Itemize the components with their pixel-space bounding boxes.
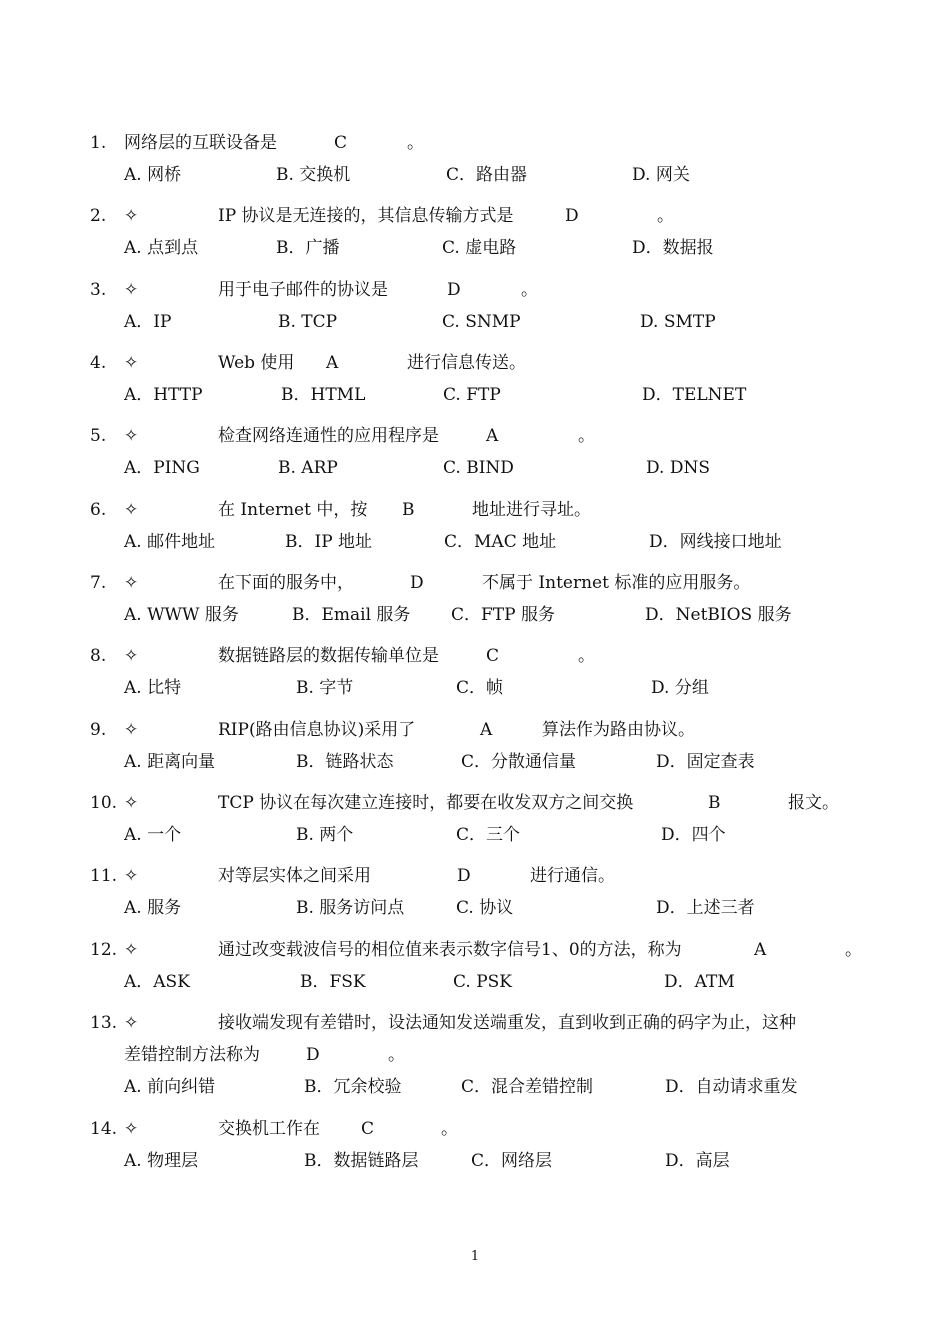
answer-option: B. TCP [278,312,338,332]
question-text: 在 Internet 中，按 [218,500,368,520]
question-text: 。 [578,426,595,446]
answer-letter: D [457,866,471,886]
question-marker: ✧ [124,646,139,666]
answer-option: D. DNS [646,458,710,478]
answer-option: C. SNMP [442,312,521,332]
answer-option: A. 网桥 [124,165,182,185]
answer-letter: C [361,1119,375,1139]
answer-option: C．路由器 [446,165,528,185]
question-text: 报文。 [788,793,839,813]
answer-letter: A [486,426,499,446]
answer-option: B. 服务访问点 [296,898,405,918]
answer-option: D．TELNET [642,385,747,405]
answer-option: B．广播 [276,238,340,258]
answer-letter: B [402,500,415,520]
question-text: 。 [521,280,538,300]
answer-option: C. PSK [453,972,512,992]
answer-option: A. WWW 服务 [124,605,239,625]
answer-letter: C [486,646,500,666]
answer-option: A. 前向纠错 [124,1077,216,1097]
answer-letter: D [565,206,579,226]
question-text: 算法作为路由协议。 [542,720,695,740]
question-text: 进行信息传送。 [407,353,526,373]
answer-letter: A [480,720,493,740]
question-text: 。 [845,940,862,960]
answer-option: A．IP [124,312,172,332]
answer-letter: D [447,280,461,300]
answer-option: D．ATM [664,972,735,992]
question-text: 数据链路层的数据传输单位是 [218,646,439,666]
question-text: TCP 协议在每次建立连接时，都要在收发双方之间交换 [218,793,634,813]
answer-option: C．帧 [456,678,504,698]
answer-option: C. 虚电路 [442,238,517,258]
question-number: 11. [90,866,118,886]
question-marker: ✧ [124,940,139,960]
answer-letter: B [708,793,721,813]
answer-option: A. 物理层 [124,1151,199,1171]
answer-option: C．FTP 服务 [451,605,555,625]
answer-option: C．网络层 [471,1151,553,1171]
answer-option: C．分散通信量 [461,752,577,772]
answer-option: B．链路状态 [296,752,394,772]
answer-option: A. 距离向量 [124,752,216,772]
answer-option: B．FSK [300,972,366,992]
question-number: 3. [90,280,107,300]
question-number: 10. [90,793,118,813]
question-number: 14. [90,1119,118,1139]
answer-letter: A [754,940,767,960]
question-text: 检查网络连通性的应用程序是 [218,426,439,446]
question-text: 通过改变载波信号的相位值来表示数字信号1、0的方法，称为 [218,940,682,960]
answer-option: D．上述三者 [656,898,755,918]
answer-option: B．冗余校验 [304,1077,402,1097]
answer-option: D．NetBIOS 服务 [645,605,792,625]
question-number: 4. [90,353,107,373]
question-marker: ✧ [124,793,139,813]
question-number: 1. [90,133,107,153]
question-text: 进行通信。 [530,866,615,886]
question-text: 在下面的服务中， [218,573,354,593]
answer-letter: A [326,353,339,373]
question-text: 接收端发现有差错时，设法通知发送端重发，直到收到正确的码字为止，这种 [218,1013,796,1033]
answer-option: A．HTTP [124,385,203,405]
answer-option: C. BIND [443,458,514,478]
answer-option: B．IP 地址 [285,532,373,552]
question-marker: ✧ [124,353,139,373]
question-number: 13. [90,1013,118,1033]
question-text: 差错控制方法称为 [124,1045,260,1065]
answer-option: C．MAC 地址 [444,532,557,552]
answer-option: D．网线接口地址 [649,532,782,552]
answer-option: D. 网关 [632,165,690,185]
answer-option: D．高层 [665,1151,730,1171]
answer-option: A．PING [124,458,200,478]
answer-letter: D [306,1045,320,1065]
answer-option: B．Email 服务 [292,605,411,625]
answer-option: A. 点到点 [124,238,199,258]
answer-option: C. FTP [443,385,501,405]
answer-option: C. 协议 [456,898,514,918]
answer-letter: D [410,573,424,593]
question-text: Web 使用 [218,353,295,373]
answer-option: D．数据报 [632,238,714,258]
question-number: 9. [90,720,107,740]
question-text: IP 协议是无连接的，其信息传输方式是 [218,206,514,226]
answer-option: A. 一个 [124,825,182,845]
question-text: 。 [388,1045,405,1065]
question-marker: ✧ [124,426,139,446]
answer-option: B. 字节 [296,678,354,698]
question-number: 8. [90,646,107,666]
question-marker: ✧ [124,1013,139,1033]
answer-option: B．数据链路层 [304,1151,419,1171]
question-text: 对等层实体之间采用 [218,866,371,886]
question-marker: ✧ [124,573,139,593]
answer-option: D．自动请求重发 [665,1077,798,1097]
page-number: 1 [470,1249,480,1264]
question-text: 。 [407,133,424,153]
answer-option: C．三个 [456,825,521,845]
question-text: 用于电子邮件的协议是 [218,280,388,300]
answer-option: D．四个 [661,825,726,845]
question-number: 6. [90,500,107,520]
question-number: 5. [90,426,107,446]
question-text: RIP(路由信息协议)采用了 [218,720,416,740]
question-number: 2. [90,206,107,226]
question-text: 。 [441,1119,458,1139]
question-text: 。 [657,206,674,226]
question-marker: ✧ [124,500,139,520]
answer-option: A．ASK [124,972,190,992]
question-number: 7. [90,573,107,593]
question-text: 不属于 Internet 标准的应用服务。 [482,573,751,593]
answer-option: D. SMTP [640,312,716,332]
question-text: 地址进行寻址。 [472,500,591,520]
question-marker: ✧ [124,720,139,740]
question-text: 交换机工作在 [218,1119,320,1139]
answer-option: B．HTML [281,385,366,405]
answer-option: A. 比特 [124,678,182,698]
question-marker: ✧ [124,1119,139,1139]
question-marker: ✧ [124,866,139,886]
answer-letter: C [334,133,348,153]
question-text: 网络层的互联设备是 [124,133,277,153]
question-number: 12. [90,940,118,960]
question-marker: ✧ [124,280,139,300]
answer-option: B. 交换机 [276,165,351,185]
question-text: 。 [578,646,595,666]
answer-option: D．固定查表 [656,752,755,772]
answer-option: D. 分组 [651,678,709,698]
answer-option: C．混合差错控制 [461,1077,594,1097]
answer-option: A. 服务 [124,898,182,918]
answer-option: B. ARP [278,458,338,478]
question-marker: ✧ [124,206,139,226]
answer-option: B. 两个 [296,825,354,845]
answer-option: A. 邮件地址 [124,532,216,552]
